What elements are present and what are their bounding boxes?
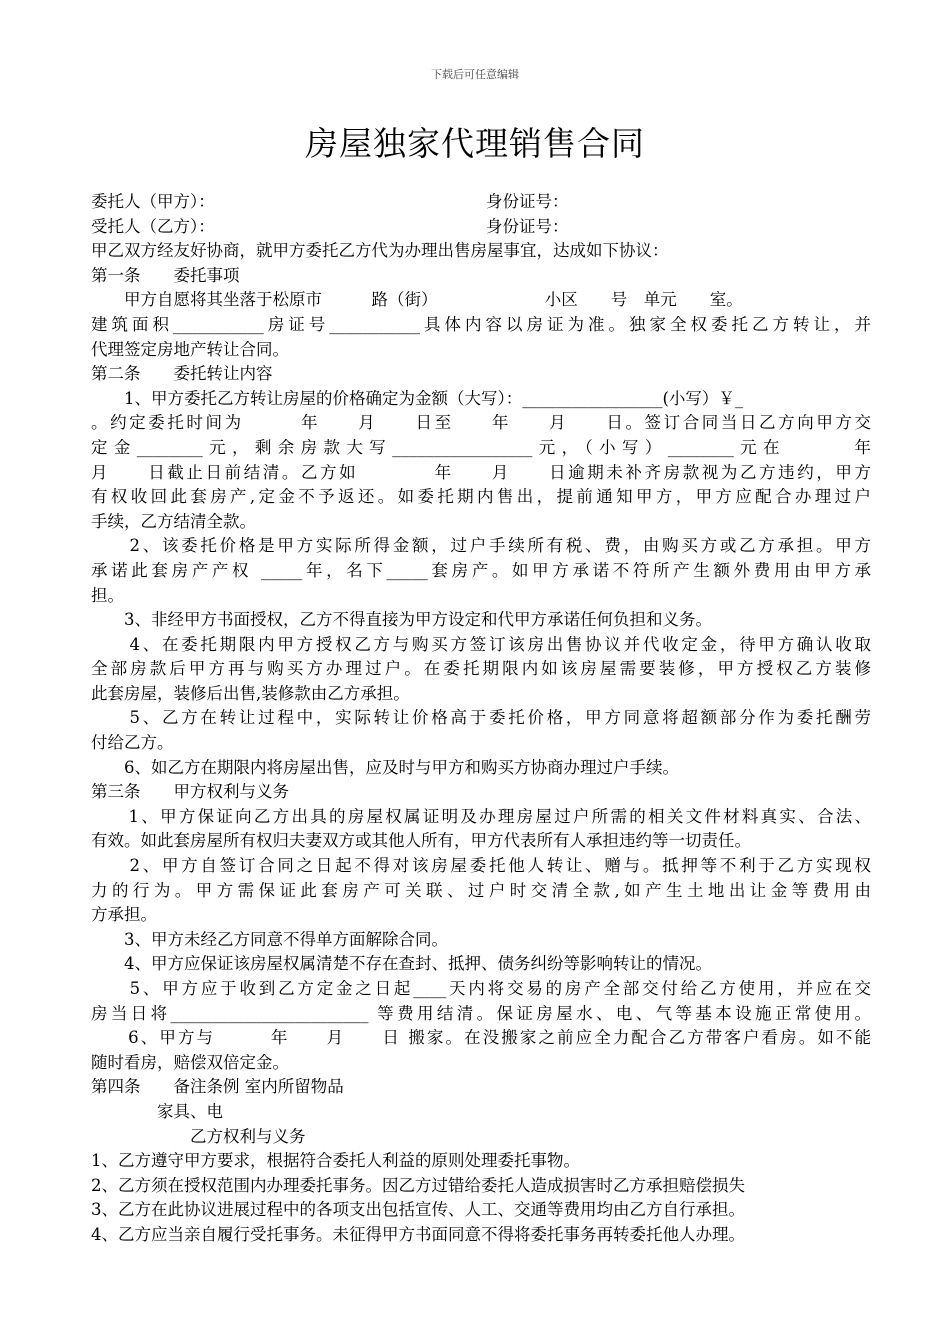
contract-line: 1、甲方保证向乙方出具的房屋权属证明及办理房屋过户所需的相关文件材料真实、合法、 — [91, 806, 871, 826]
contract-line: 5、甲方应于收到乙方定金之日起____天内将交易的房产全部交付给乙方使用，并应在交 — [91, 979, 871, 998]
contract-line: 担。 — [91, 585, 124, 605]
contract-line: 月 日截止日前结清。乙方如 年 月 日逾期未补齐房款视为乙方违约，甲方 — [91, 462, 871, 482]
contract-line: 第一条 委托事项 — [91, 265, 240, 285]
contract-line: 5、乙方在转让过程中，实际转让价格高于委托价格，甲方同意将超额部分作为委托酬劳 — [91, 708, 871, 728]
document-title: 房屋独家代理销售合同 — [305, 124, 645, 163]
principal-id-label: 身份证号： — [486, 192, 569, 211]
contract-line: 房当日将________________________ 等费用结清。保证房屋水、电、气等基本设施正常使用。 — [91, 1003, 871, 1023]
contract-line: 第三条 甲方权利与义务 — [91, 782, 289, 802]
party-a-row — [91, 190, 871, 215]
contract-line: 有权收回此套房产,定金不予返还。如委托期内售出，提前通知甲方，甲方应配合办理过户 — [91, 487, 871, 507]
contract-line: 有效。如此套房屋所有权归夫妻双方或其他人所有，甲方代表所有人承担违约等一切责任。 — [91, 831, 751, 851]
contract-line: 第四条 备注条例 室内所留物品 — [91, 1077, 344, 1097]
contract-line: 甲方自愿将其坐落于松原市 路（街） 小区 号 单元 室。 — [91, 290, 743, 310]
contract-line: 3、非经甲方书面授权，乙方不得直接为甲方设定和代甲方承诺任何负担和义务。 — [91, 610, 712, 630]
contract-line: 4、在委托期限内甲方授权乙方与购买方签订该房出售协议并代收定金，待甲方确认收取 — [91, 634, 871, 654]
contract-line: 6、如乙方在期限内将房屋出售，应及时与甲方和购买方协商办理过户手续。 — [91, 757, 679, 777]
header-note: 下载后可任意编辑 — [431, 68, 519, 81]
contract-line: 2、乙方须在授权范围内办理委托事务。因乙方过错给委托人造成损害时乙方承担赔偿损失 — [91, 1175, 745, 1195]
party-b-row — [91, 215, 871, 240]
contract-line: 付给乙方。 — [91, 733, 174, 753]
contract-line: 。约定委托时间为 年 月 日至 年 月 日。签订合同当日乙方向甲方交 — [91, 413, 871, 433]
contract-line: 2、该委托价格是甲方实际所得金额，过户手续所有税、费，由购买方或乙方承担。甲方 — [91, 536, 871, 556]
contract-line: 4、甲方应保证该房屋权属清楚不存在查封、抵押、债务纠纷等影响转让的情况。 — [91, 954, 712, 974]
agent-id-label: 身份证号： — [486, 216, 569, 236]
contract-line: 第二条 委托转让内容 — [91, 364, 273, 384]
contract-line: 方承担。 — [91, 905, 157, 925]
contract-line: 力的行为。甲方需保证此套房产可关联、过户时交清全款,如产生土地出让金等费用由 — [91, 880, 871, 900]
contract-line: 3、甲方未经乙方同意不得单方面解除合同。 — [91, 929, 448, 949]
contract-line: 承诺此套房产产权 _____年，名下_____套房产。如甲方承诺不符所产生额外费用由甲方承 — [91, 560, 871, 580]
contract-line: 随时看房，赔偿双倍定金。 — [91, 1052, 289, 1072]
principal-label: 委托人（甲方）： — [91, 192, 215, 211]
contract-body — [91, 190, 871, 1248]
contract-line: 全部房款后甲方再与购买方办理过户。在委托期限内如该房屋需要装修，甲方授权乙方装修 — [91, 659, 871, 679]
contract-line: 3、乙方在此协议进展过程中的各项支出包括宣传、人工、交通等费用均由乙方自行承担。 — [91, 1200, 745, 1220]
agent-label: 受托人（乙方）： — [91, 216, 215, 236]
contract-line: 建筑面积___________房证号___________具体内容以房证为准。独家全权委托乙方转让，并 — [91, 314, 871, 334]
contract-line: 代理签定房地产转让合同。 — [91, 339, 289, 359]
contract-line: 手续，乙方结清全款。 — [91, 511, 256, 531]
contract-line: 6、甲方与 年 月 日 搬家。在没搬家之前应全力配合乙方带客户看房。如不能 — [91, 1028, 871, 1048]
clause-lines — [91, 239, 871, 1247]
contract-line: 乙方权利与义务 — [91, 1126, 306, 1146]
contract-line: 4、乙方应当亲自履行受托事务。未征得甲方书面同意不得将委托事务再转委托他人办理。 — [91, 1224, 745, 1244]
contract-line: 1、甲方委托乙方转让房屋的价格确定为金额（大写）：_________________(小写）￥_ — [91, 388, 744, 408]
contract-line: 2、甲方自签订合同之日起不得对该房屋委托他人转让、赠与。抵押等不利于乙方实现权 — [91, 856, 871, 876]
contract-line: 甲乙双方经友好协商，就甲方委托乙方代为办理出售房屋事宜，达成如下协议： — [91, 241, 669, 261]
contract-line: 家具、电 — [91, 1101, 223, 1121]
contract-line: 此套房屋，装修后出售,装修款由乙方承担。 — [91, 683, 410, 703]
contract-line: 1、乙方遵守甲方要求，根据符合委托人利益的原则处理委托事物。 — [91, 1151, 580, 1171]
contract-line: 定金________元，剩余房款大写_________________元，（小写）________元在 年 — [91, 437, 871, 457]
